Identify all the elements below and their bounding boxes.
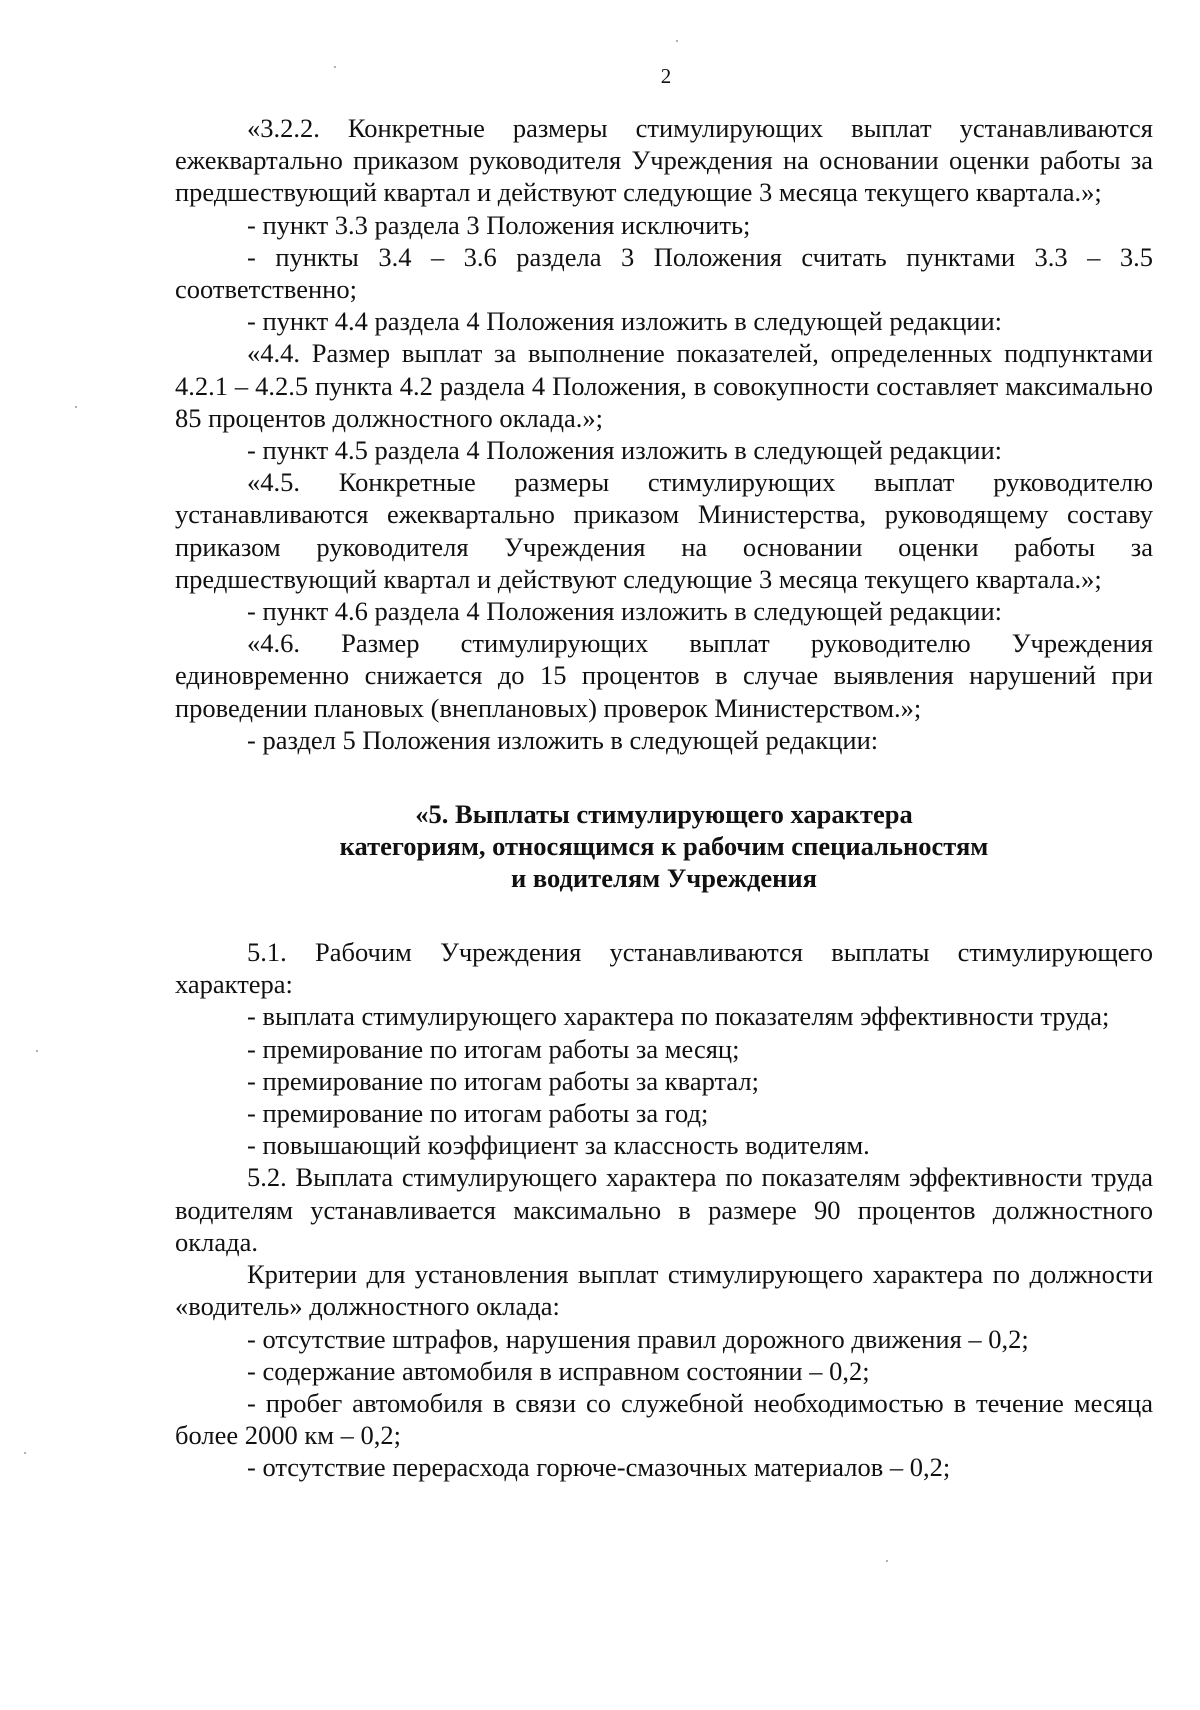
- list-item-fuel-overuse: - отсутствие перерасхода горюче-смазочных материалов – 0,2;: [247, 1452, 951, 1483]
- list-item-class-coefficient: - повышающий коэффициент за классность водителям.: [247, 1130, 870, 1161]
- paragraph-section-5-intro: - раздел 5 Положения изложить в следующей редакции:: [247, 724, 879, 755]
- list-item-monthly-bonus: - премирование по итогам работы за месяц;: [247, 1033, 740, 1064]
- page-number: 2: [660, 64, 672, 88]
- section-5-heading: [175, 798, 1153, 894]
- list-item-mileage: - пробег автомобиля в связи со служебной необходимостью в течение месяца более 2000 км – 0,2;: [175, 1387, 1153, 1451]
- paragraph-4-5: «4.5. Конкретные размеры стимулирующих выплат руководителю устанавливаются ежеквартально приказом Министерства, руководящему составу приказом руководителя Учреждения на основании оценки работы за предшествующий квартал и действуют следующие 3 месяца текущего квартала.»;: [175, 467, 1153, 594]
- paragraph-4-6: «4.6. Размер стимулирующих выплат руководителю Учреждения единовременно снижается до 15 процентов в случае выявления нарушений при проведении плановых (внеплановых) проверок Министерством.»;: [175, 628, 1153, 723]
- paragraph-4-4: «4.4. Размер выплат за выполнение показателей, определенных подпунктами 4.2.1 – 4.2.5 пункта 4.2 раздела 4 Положения, в совокупности составляет максимально 85 процентов должностного оклада.»;: [175, 338, 1153, 433]
- paragraph-item-4-6-intro: - пункт 4.6 раздела 4 Положения изложить в следующей редакции:: [247, 596, 1003, 627]
- list-item-vehicle-condition: - содержание автомобиля в исправном состоянии – 0,2;: [247, 1355, 870, 1386]
- scan-speck: [334, 66, 336, 68]
- document-body: [175, 112, 1153, 1484]
- paragraph-5-2: 5.2. Выплата стимулирующего характера по показателям эффективности труда водителям устанавливается максимально в размере 90 процентов должностного оклада.: [175, 1162, 1153, 1257]
- scan-speck: [36, 1050, 38, 1052]
- paragraph-item-4-4-intro: - пункт 4.4 раздела 4 Положения изложить в следующей редакции:: [247, 306, 1003, 337]
- paragraph-item-4-5-intro: - пункт 4.5 раздела 4 Положения изложить в следующей редакции:: [247, 435, 1003, 466]
- paragraph-5-1: 5.1. Рабочим Учреждения устанавливаются выплаты стимулирующего характера:: [175, 937, 1153, 1000]
- scan-speck: [75, 406, 77, 408]
- paragraph-items-3-4-3-6: - пункты 3.4 – 3.6 раздела 3 Положения считать пунктами 3.3 – 3.5 соответственно;: [175, 241, 1153, 305]
- paragraph-3-2-2: «3.2.2. Конкретные размеры стимулирующих выплат устанавливаются ежеквартально приказом руководителя Учреждения на основании оценки работы за предшествующий квартал и действуют следующие 3 месяца текущего квартала.»;: [175, 113, 1153, 208]
- heading-line-1: «5. Выплаты стимулирующего характера: [415, 799, 913, 830]
- paragraph-criteria: Критерии для установления выплат стимулирующего характера по должности «водитель» должностного оклада:: [175, 1259, 1153, 1322]
- list-item-quarterly-bonus: - премирование по итогам работы за квартал;: [247, 1065, 759, 1096]
- scan-speck: [886, 1560, 888, 1562]
- heading-line-2: категориям, относящимся к рабочим специальностям: [339, 831, 989, 862]
- paragraph-item-3-3: - пункт 3.3 раздела 3 Положения исключить;: [247, 209, 751, 240]
- scan-speck: [676, 40, 678, 42]
- list-item-efficiency-payment: - выплата стимулирующего характера по показателям эффективности труда;: [247, 1001, 1110, 1032]
- list-item-annual-bonus: - премирование по итогам работы за год;: [247, 1098, 709, 1129]
- heading-line-3: и водителям Учреждения: [511, 863, 817, 894]
- scan-speck: [24, 1452, 26, 1454]
- list-item-no-fines: - отсутствие штрафов, нарушения правил дорожного движения – 0,2;: [247, 1323, 1029, 1354]
